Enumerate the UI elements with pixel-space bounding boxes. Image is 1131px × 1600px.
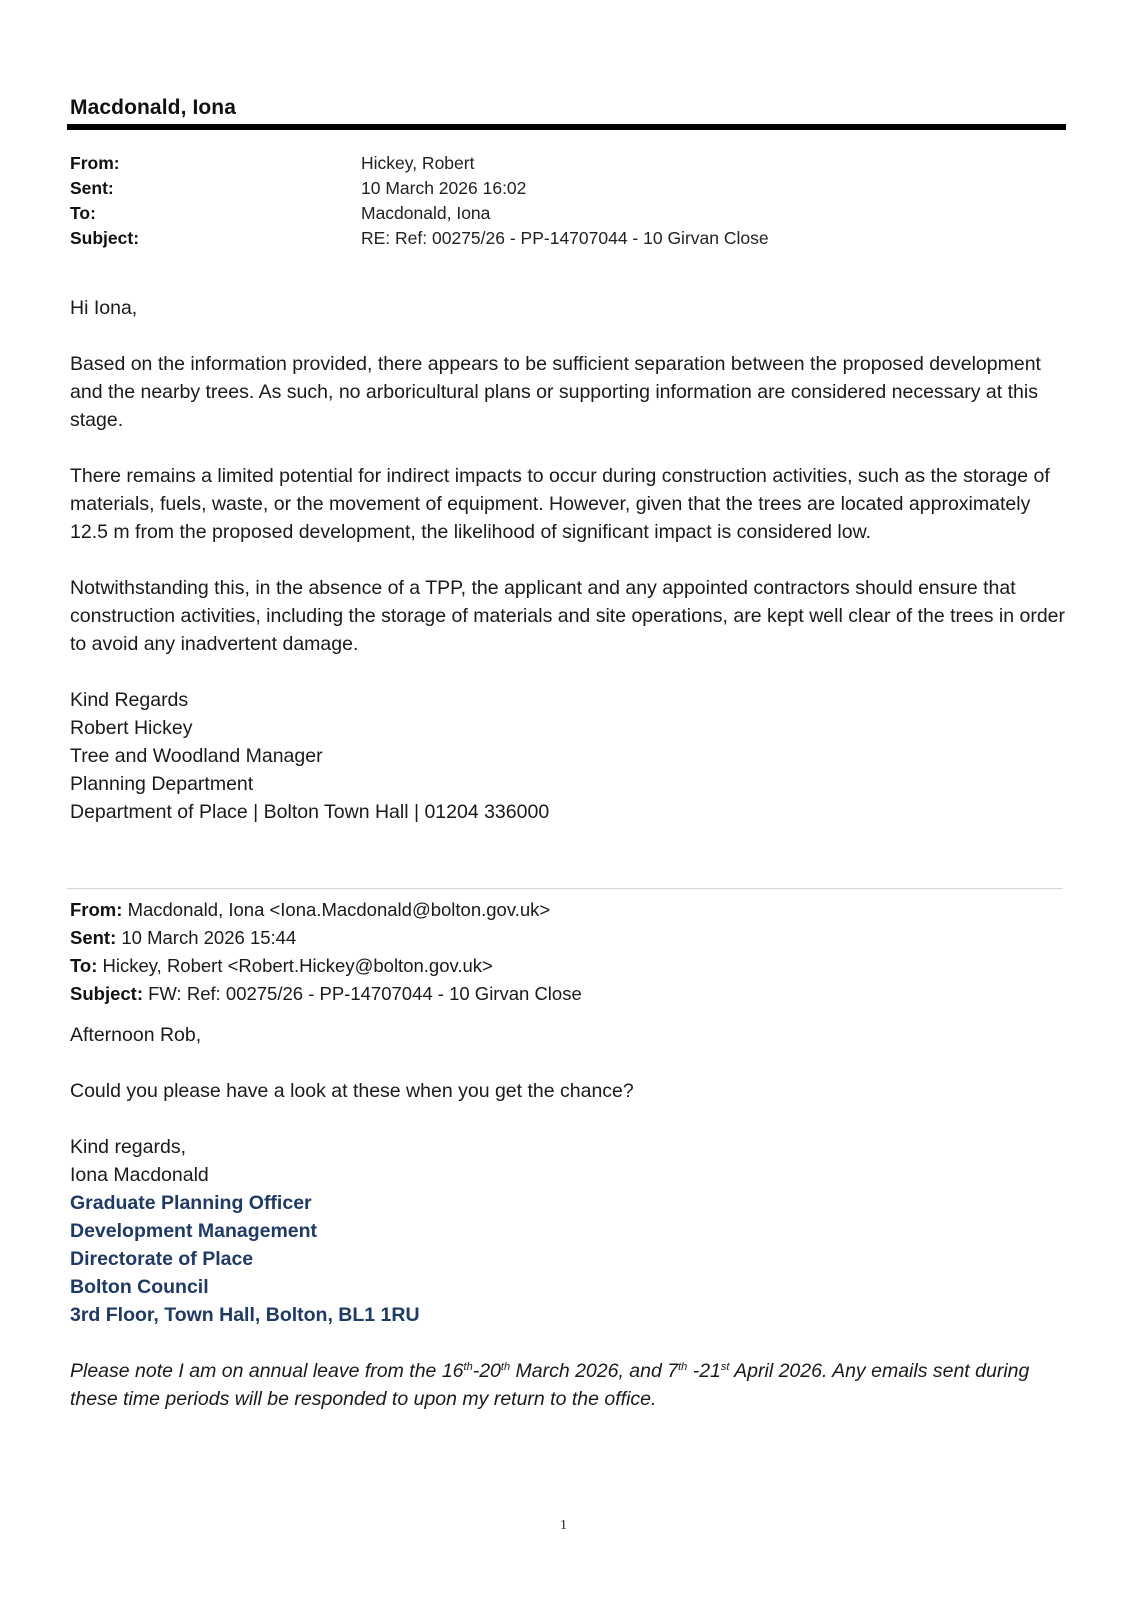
reply-from-row [70,151,769,176]
ordinal-suffix: th [678,1361,688,1373]
leave-note-text: Please note I am on annual leave from the 16 [70,1360,464,1382]
title-underline-rule [67,124,1066,130]
fwd-sender-name: Iona Macdonald [70,1164,209,1186]
fwd-sent-label: Sent: [70,927,117,948]
fwd-to-row [70,952,582,980]
signature-directorate: Directorate of Place [70,1248,254,1270]
reply-subject-row [70,226,769,251]
fwd-greeting: Afternoon Rob, [70,1024,202,1046]
page-number: 1 [560,1518,567,1533]
fwd-from-value: Macdonald, Iona <Iona.Macdonald@bolton.gov.uk> [127,899,551,920]
from-label: From: [70,153,120,173]
ordinal-suffix: th [463,1361,473,1373]
fwd-from-label: From: [70,899,123,920]
to-value: Macdonald, Iona [361,203,491,223]
fwd-message: Could you please have a look at these when you get the chance? [70,1080,634,1102]
fwd-sent-row [70,924,582,952]
leave-note-text: -21 [687,1360,721,1382]
subject-label: Subject: [70,228,140,248]
signature-line: Department of Place | Bolton Town Hall | 01204 336000 [70,801,550,823]
signature-organisation: Bolton Council [70,1276,209,1298]
reply-paragraph: Based on the information provided, there appears to be sufficient separation between the proposed development and the nearby trees. As such, no arboricultural plans or supporting information are considered necessary at this stage. [70,353,1041,431]
forwarded-separator-rule [67,888,1063,889]
leave-note-text: April 2026. Any emails sent during these time periods will be responded to upon my return to the office. [70,1360,1030,1410]
signature-line: Kind Regards [70,689,189,711]
sent-label: Sent: [70,178,114,198]
reply-signature [70,686,1070,826]
reply-greeting: Hi Iona, [70,297,138,319]
to-label: To: [70,203,96,223]
fwd-to-label: To: [70,955,98,976]
fwd-to-value: Hickey, Robert <Robert.Hickey@bolton.gov.uk> [102,955,493,976]
fwd-closing: Kind regards, [70,1136,186,1158]
fwd-subject-value: FW: Ref: 00275/26 - PP-14707044 - 10 Girvan Close [148,983,582,1004]
from-value: Hickey, Robert [361,153,475,173]
fwd-sent-value: 10 March 2026 15:44 [121,927,297,948]
sent-value: 10 March 2026 16:02 [361,178,527,198]
signature-line: Planning Department [70,773,254,795]
reply-paragraph: Notwithstanding this, in the absence of a TPP, the applicant and any appointed contractors should ensure that construction activities, including the storage of materials and site operations, are kept well clear of the trees in order to avoid any inadvertent damage. [70,577,1066,655]
leave-note-text: March 2026, and 7 [510,1360,679,1382]
reply-email-body [70,294,1070,826]
forwarded-email-header [70,896,582,1008]
fwd-from-row [70,896,582,924]
signature-address: 3rd Floor, Town Hall, Bolton, BL1 1RU [70,1304,420,1326]
signature-line: Robert Hickey [70,717,193,739]
fwd-subject-row [70,980,582,1008]
signature-line: Tree and Woodland Manager [70,745,323,767]
ordinal-suffix: th [500,1361,511,1373]
mailbox-owner-title: Macdonald, Iona [70,96,237,119]
leave-note-text: -20 [472,1360,501,1382]
ordinal-suffix: st [720,1361,730,1373]
forwarded-email-body [70,1021,1070,1413]
reply-email-header [70,151,769,251]
reply-sent-row [70,176,769,201]
annual-leave-note [70,1357,1070,1413]
signature-team: Development Management [70,1220,318,1242]
subject-value: RE: Ref: 00275/26 - PP-14707044 - 10 Girvan Close [361,228,769,248]
fwd-subject-label: Subject: [70,983,143,1004]
reply-paragraph: There remains a limited potential for indirect impacts to occur during construction activities, such as the storage of materials, fuels, waste, or the movement of equipment. However, given that the trees are located approximately 12.5 m from the proposed development, the likelihood of significant impact is considered low. [70,465,1050,543]
signature-job-title: Graduate Planning Officer [70,1192,312,1214]
fwd-signature [70,1133,1070,1329]
reply-to-row [70,201,769,226]
